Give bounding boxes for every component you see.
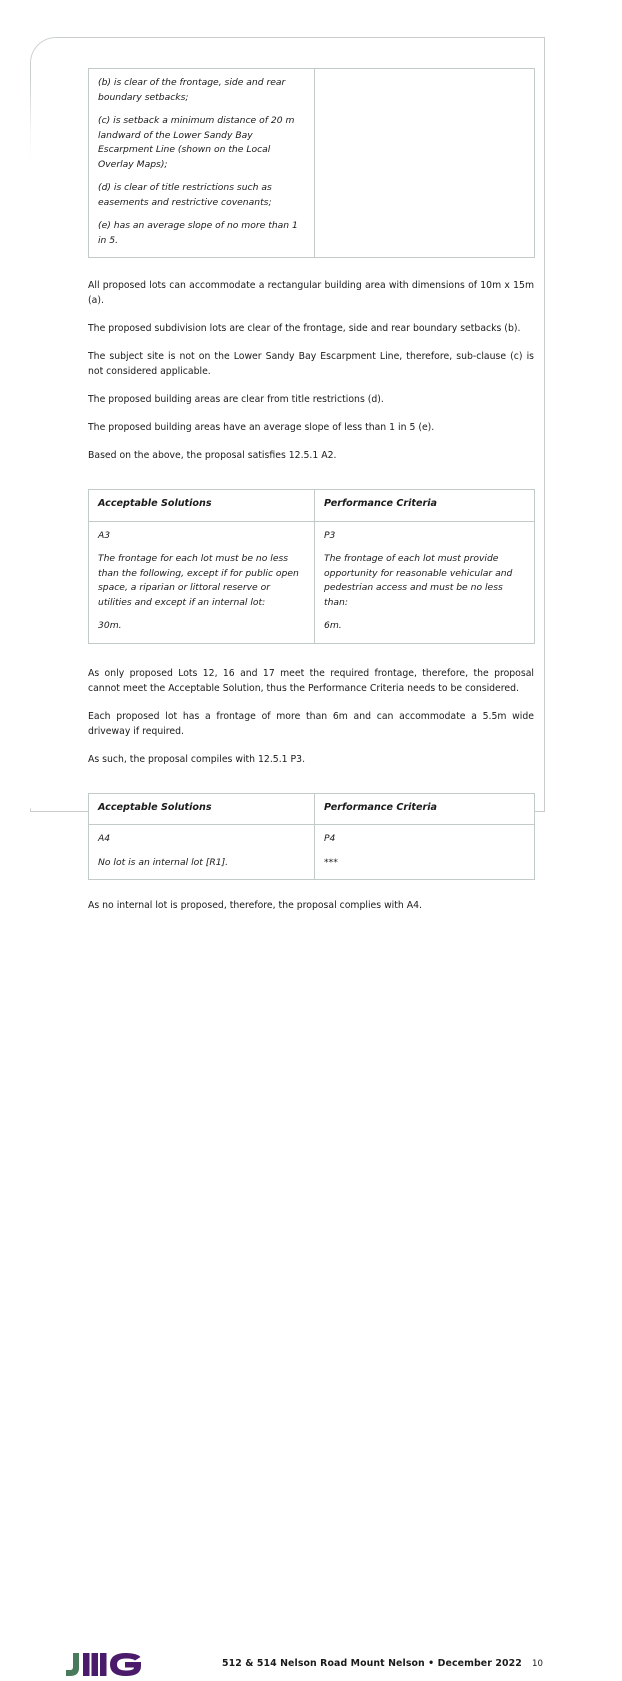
- table-row: [89, 69, 535, 258]
- paragraph-2: The proposed subdivision lots are clear of the frontage, side and rear boundary setbacks (b).: [88, 323, 521, 334]
- clause-b: (b) is clear of the frontage, side and rear boundary setbacks;: [98, 77, 286, 103]
- table-a2-continued: [88, 68, 535, 258]
- table-header-row: [89, 490, 535, 522]
- paragraph-7: As only proposed Lots 12, 16 and 17 meet the required frontage, therefore, the proposal cannot meet the Acceptable Solution, thus the Performance Criteria needs to be considered.: [88, 667, 534, 694]
- clause-p3-value: 6m.: [324, 620, 342, 631]
- clause-code-a3: A3: [98, 529, 111, 541]
- column-header-label: Acceptable Solutions: [98, 498, 212, 509]
- paragraph-10: As no internal lot is proposed, therefore, the proposal complies with A4.: [88, 900, 422, 911]
- clause-code-a4: A4: [98, 833, 111, 844]
- page-content: [88, 0, 534, 913]
- paragraph-3: The subject site is not on the Lower Sandy Bay Escarpment Line, therefore, sub-clause (c) is not considered applicable.: [88, 351, 534, 377]
- table-cell-a3: [89, 521, 315, 643]
- column-header-label: Performance Criteria: [324, 498, 437, 509]
- clause-a4-text: No lot is an internal lot [R1].: [98, 856, 229, 868]
- table-header-acceptable-solutions: [89, 490, 315, 522]
- table-header-performance-criteria: [315, 793, 535, 825]
- clause-p3-text: The frontage of each lot must provide opportunity for reasonable vehicular and pedestrian access and must be no less than:: [324, 553, 513, 608]
- paragraph-1: All proposed lots can accommodate a rectangular building area with dimensions of 10m x 15m (a).: [88, 280, 534, 306]
- table-a3-p3: [88, 489, 535, 644]
- table-row: [89, 521, 535, 643]
- paragraph-5: The proposed building areas have an average slope of less than 1 in 5 (e).: [88, 422, 435, 433]
- table-header-acceptable-solutions: [89, 793, 315, 825]
- paragraph-9: As such, the proposal compiles with 12.5.1 P3.: [88, 753, 306, 765]
- page-frame-right-edge: [544, 37, 545, 812]
- footer-project-title: 512 & 514 Nelson Road Mount Nelson • December 2022: [222, 1658, 522, 1669]
- clause-e: (e) has an average slope of no more than 1 in 5.: [98, 220, 298, 246]
- clause-d: (d) is clear of title restrictions such as easements and restrictive covenants;: [98, 182, 272, 208]
- column-header-label: Performance Criteria: [324, 801, 437, 813]
- table-header-row: [89, 793, 535, 825]
- jmg-logo-icon: [66, 1653, 142, 1677]
- jmg-logo: [66, 1653, 142, 1681]
- table-cell-acceptable-solutions: [89, 69, 315, 258]
- clause-c: (c) is setback a minimum distance of 20 m landward of the Lower Sandy Bay Escarpment Line (shown on the Local Overlay Maps);: [98, 115, 295, 170]
- clause-a3-value: 30m.: [98, 620, 122, 631]
- clause-a3-text: The frontage for each lot must be no less than the following, except if for public open space, a riparian or littoral reserve or utilities and except if an internal lot:: [98, 553, 299, 608]
- clause-p4-text: ***: [324, 856, 338, 868]
- clause-code-p3: P3: [324, 529, 336, 541]
- paragraph-8: Each proposed lot has a frontage of more than 6m and can accommodate a 5.5m wide driveway if required.: [88, 710, 534, 737]
- clause-code-p4: P4: [324, 833, 336, 844]
- footer-page-number: 10: [532, 1659, 543, 1669]
- table-cell-p3: [315, 521, 535, 643]
- table-header-performance-criteria: [315, 490, 535, 522]
- paragraph-4: The proposed building areas are clear from title restrictions (d).: [88, 394, 384, 405]
- table-cell-performance-criteria-empty: [315, 69, 535, 258]
- column-header-label: Acceptable Solutions: [98, 801, 212, 813]
- paragraph-6: Based on the above, the proposal satisfies 12.5.1 A2.: [88, 450, 337, 461]
